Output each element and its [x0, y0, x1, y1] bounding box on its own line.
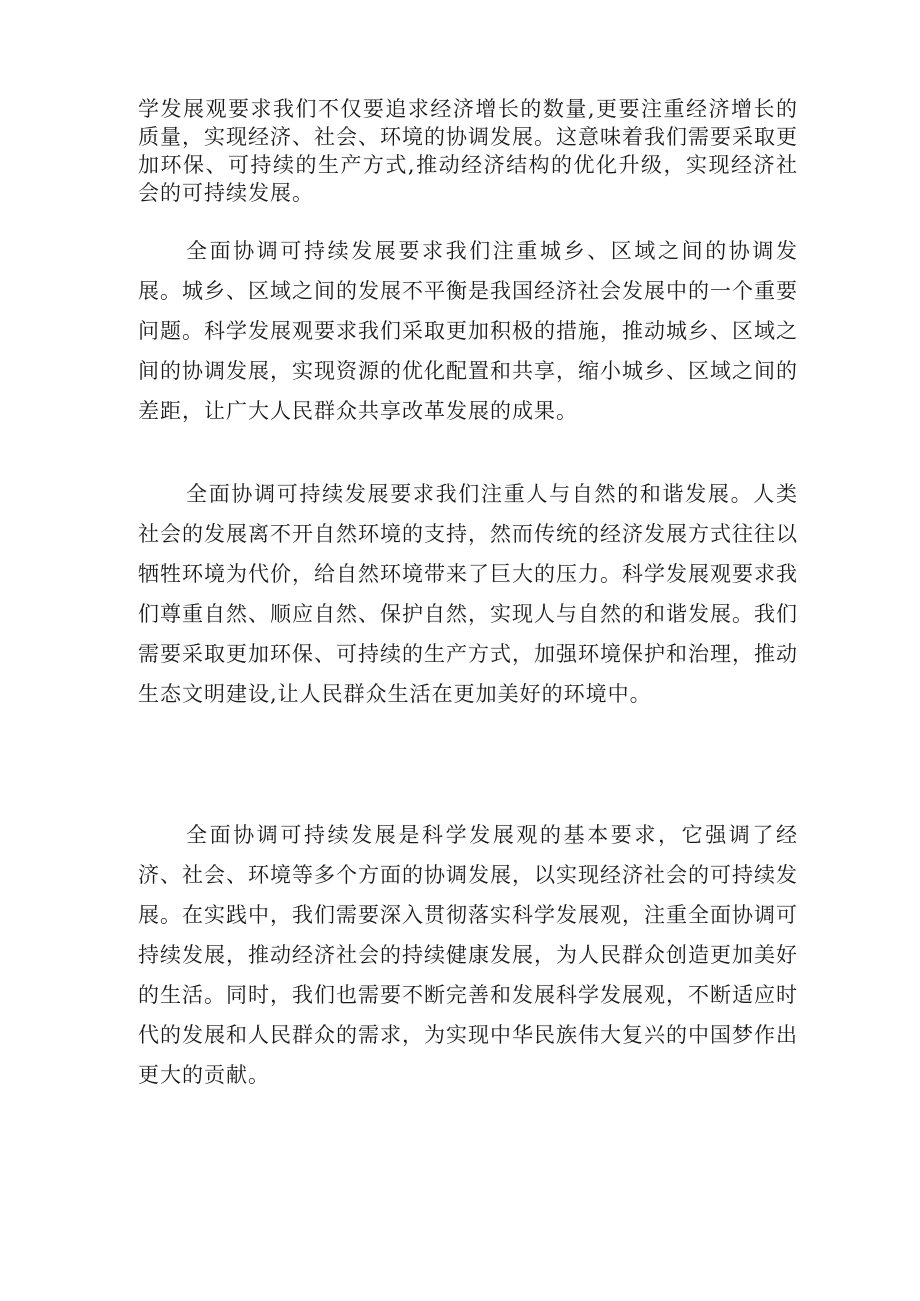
paragraph-1: 学发展观要求我们不仅要追求经济增长的数量,更要注重经济增长的质量，实现经济、社会、环境的协调发展。这意味着我们需要采取更加环保、可持续的生产方式,推动经济结构的优化升级，实现经济社会的可持续发展。 [138, 97, 798, 205]
paragraph-2: 全面协调可持续发展要求我们注重城乡、区域之间的协调发展。城乡、区域之间的发展不平衡是我国经济社会发展中的一个重要问题。科学发展观要求我们采取更加积极的措施，推动城乡、区域之间的协调发展，实现资源的优化配置和共享，缩小城乡、区域之间的差距，让广大人民群众共享改革发展的成果。 [138, 239, 798, 423]
paragraph-4: 全面协调可持续发展是科学发展观的基本要求，它强调了经济、社会、环境等多个方面的协调发展，以实现经济社会的可持续发展。在实践中，我们需要深入贯彻落实科学发展观，注重全面协调可持续发展，推动经济社会的持续健康发展，为人民群众创造更加美好的生活。同时，我们也需要不断完善和发展科学发展观，不断适应时代的发展和人民群众的需求，为实现中华民族伟大复兴的中国梦作出更大的贡献。 [138, 823, 798, 1087]
paragraph-3: 全面协调可持续发展要求我们注重人与自然的和谐发展。人类社会的发展离不开自然环境的支持，然而传统的经济发展方式往往以牺牲环境为代价，给自然环境带来了巨大的压力。科学发展观要求我们尊重自然、顺应自然、保护自然，实现人与自然的和谐发展。我们需要采取更加环保、可持续的生产方式，加强环境保护和治理，推动生态文明建设,让人民群众生活在更加美好的环境中。 [138, 482, 798, 706]
